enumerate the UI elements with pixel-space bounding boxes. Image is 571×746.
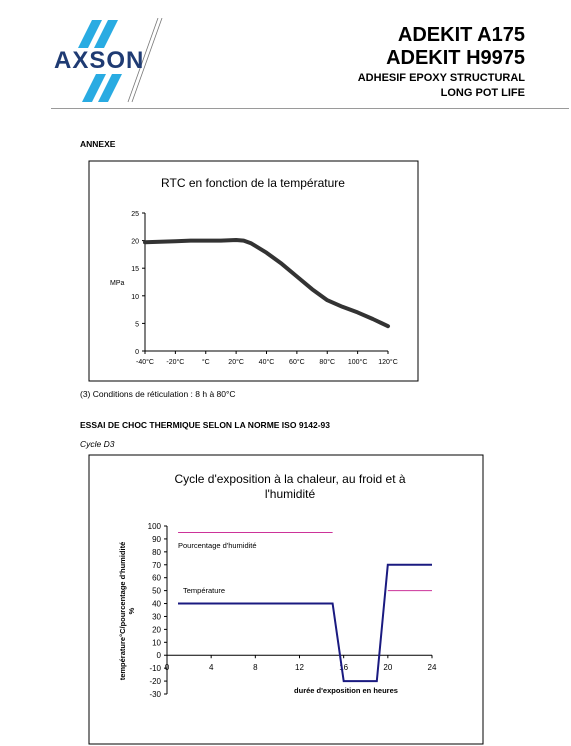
rtc-y-tick-label: 15 — [131, 266, 139, 274]
cycle-y-tick-label: 90 — [152, 534, 161, 544]
cycle-y-tick-label: 40 — [152, 599, 161, 609]
cycle-x-tick-label: 4 — [208, 663, 214, 673]
product-subtitle-1: ADHESIF EPOXY STRUCTURAL — [357, 72, 525, 84]
cycle-y-tick-label: 0 — [156, 651, 161, 661]
cycle-chart-ylabel-2: % — [127, 607, 136, 615]
cycle-chart-xlabel: durée d'exposition en heures — [294, 686, 398, 695]
rtc-y-tick-label: 25 — [131, 211, 139, 218]
rtc-x-tick-label: 60°C — [289, 359, 305, 366]
product-subtitle-2: LONG POT LIFE — [440, 87, 525, 99]
cycle-x-tick-label: 20 — [383, 663, 393, 673]
logo-text: AXSON — [54, 47, 145, 74]
cycle-x-tick-label: 12 — [295, 663, 304, 673]
cycle-y-tick-label: 80 — [152, 547, 161, 557]
cycle-y-tick-label: -30 — [149, 690, 161, 699]
rtc-x-tick-label: -40°C — [136, 359, 154, 366]
rtc-y-tick-label: 0 — [135, 349, 139, 356]
rtc-y-tick-label: 5 — [135, 321, 139, 329]
cycle-x-tick-label: 8 — [253, 663, 258, 673]
rtc-x-tick-label: 20°C — [228, 359, 244, 366]
cycle-x-tick-label: 16 — [339, 663, 349, 673]
rtc-y-tick-label: 10 — [131, 293, 139, 301]
cycle-y-tick-label: -10 — [149, 664, 161, 674]
rtc-chart-ylabel: MPa — [110, 280, 125, 287]
rtc-chart-title: RTC en fonction de la température — [161, 176, 345, 190]
thermal-shock-heading: ESSAI DE CHOC THERMIQUE SELON LA NORME ISO 9142-93 — [80, 420, 331, 430]
cycle-y-tick-label: 100 — [147, 522, 161, 531]
product-title-2: ADEKIT H9975 — [386, 47, 525, 69]
cycle-y-tick-label: -20 — [149, 677, 161, 687]
cycle-y-tick-label: 60 — [152, 573, 161, 583]
rtc-x-tick-label: °C — [201, 359, 210, 366]
rtc-x-tick-label: 100°C — [347, 359, 368, 366]
humidity-series-label: Pourcentage d'humidité — [178, 541, 257, 550]
cycle-chart-title-2: l'humidité — [264, 487, 316, 501]
cycle-x-tick-label: 0 — [164, 663, 170, 673]
rtc-x-tick-label: 80°C — [319, 359, 336, 366]
cycle-label: Cycle D3 — [80, 439, 115, 449]
temperature-series-label: Température — [183, 586, 226, 595]
cycle-chart-ylabel-1: température°C/pourcentage d'humidité — [118, 541, 127, 681]
rtc-y-tick-label: 20 — [131, 238, 139, 246]
cycle-y-tick-label: 20 — [152, 625, 161, 635]
rtc-x-tick-label: 40°C — [258, 359, 275, 366]
cycle-y-tick-label: 10 — [152, 638, 161, 648]
rtc-x-tick-label: 120°C — [378, 359, 398, 366]
cycle-chart-title-1: Cycle d'exposition à la chaleur, au froid et à — [174, 472, 406, 486]
product-title-1: ADEKIT A175 — [397, 24, 525, 46]
curing-note: (3) Conditions de réticulation : 8 h à 80°C — [80, 389, 236, 399]
cycle-y-tick-label: 50 — [152, 586, 161, 596]
cycle-y-tick-label: 30 — [152, 612, 161, 622]
rtc-x-tick-label: -20°C — [166, 359, 185, 366]
cycle-x-tick-label: 24 — [427, 663, 437, 673]
annexe-heading: ANNEXE — [80, 139, 116, 149]
cycle-y-tick-label: 70 — [152, 560, 161, 570]
